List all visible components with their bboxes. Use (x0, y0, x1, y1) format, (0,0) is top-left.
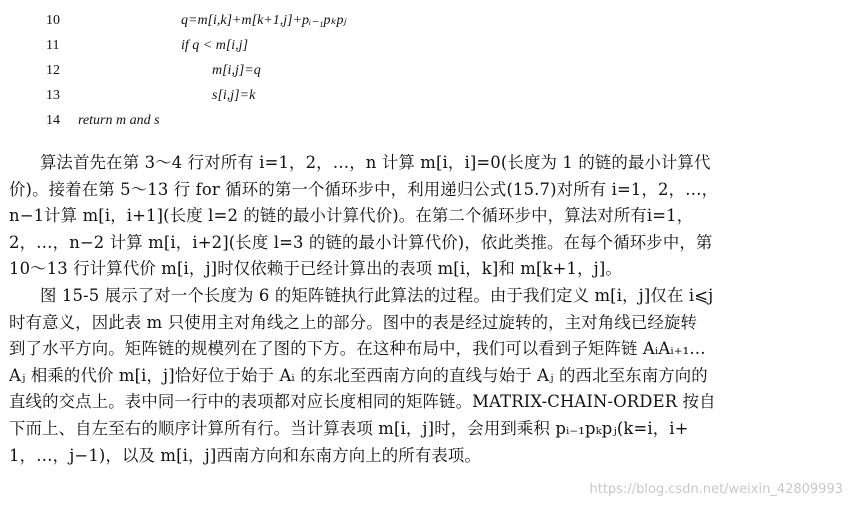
code-line-13 (0, 83, 857, 108)
line-number: 12 (46, 63, 60, 78)
text-line: 到了水平方向。矩阵链的规模列在了图的下方。在这种布局中，我们可以看到子矩阵链 AᵢAᵢ₊₁… (9, 339, 706, 359)
code-line-12 (0, 58, 857, 83)
text-line: n−1计算 m[i，i+1](长度 l=2 的链的最小计算代价)。在第二个循环步中，算法对所有i=1， (9, 206, 694, 226)
text-line: 算法首先在第 3～4 行对所有 i=1，2，…，n 计算 m[i，i]=0(长度为 1 的链的最小计算代 (40, 153, 711, 172)
text-line: 下而上、自左至右的顺序计算所有行。当计算表项 m[i，j]时，会用到乘积 pᵢ₋₁pₖpⱼ(k=i，i+ (9, 418, 689, 438)
code-statement: q=m[i,k]+m[k+1,j]+pᵢ₋₁pₖpⱼ (181, 13, 346, 28)
line-number: 11 (46, 38, 60, 53)
text-line: 10～13 行计算代价 m[i，j]时仅依赖于已经计算出的表项 m[i，k]和 m[k+1，j]。 (9, 259, 622, 279)
text-line: 1，…，j−1)，以及 m[i，j]西南方向和东南方向上的所有表项。 (9, 445, 482, 465)
pseudocode-block (0, 8, 857, 133)
code-statement: return m and s (78, 113, 160, 128)
line-number: 10 (46, 13, 60, 28)
text-line: 时有意义，因此表 m 只使用主对角线之上的部分。图中的表是经过旋转的，主对角线已经旋转 (9, 312, 698, 332)
code-line-11 (0, 33, 857, 58)
code-statement: m[i,j]=q (212, 63, 261, 78)
body-text (9, 150, 851, 469)
code-statement: s[i,j]=k (212, 88, 256, 103)
code-line-14 (0, 108, 857, 133)
code-line-10 (0, 8, 857, 33)
line-number: 14 (46, 113, 60, 128)
watermark-url: https://blog.csdn.net/weixin_42809993 (589, 482, 843, 497)
paragraph-1 (9, 150, 851, 283)
code-statement: if q < m[i,j] (181, 38, 249, 53)
text-line: Aⱼ 相乘的代价 m[i，j]恰好位于始于 Aᵢ 的东北至西南方向的直线与始于 Aⱼ 的西北至东南方向的 (9, 365, 708, 385)
text-line: 图 15-5 展示了对一个长度为 6 的矩阵链执行此算法的过程。由于我们定义 m[i，j]仅在 i⩽j (40, 285, 714, 305)
text-line: 2，…，n−2 计算 m[i，i+2](长度 l=3 的链的最小计算代价)，依此类推。在每个循环步中，第 (9, 232, 713, 252)
text-line: 价)。接着在第 5～13 行 for 循环的第一个循环步中，利用递归公式(15.7)对所有 i=1，2，…， (9, 179, 719, 199)
text-line: 直线的交点上。表中同一行中的表项都对应长度相同的矩阵链。MATRIX-CHAIN-ORDER 按自 (9, 392, 716, 412)
line-number: 13 (46, 88, 60, 103)
paragraph-2 (9, 283, 851, 469)
